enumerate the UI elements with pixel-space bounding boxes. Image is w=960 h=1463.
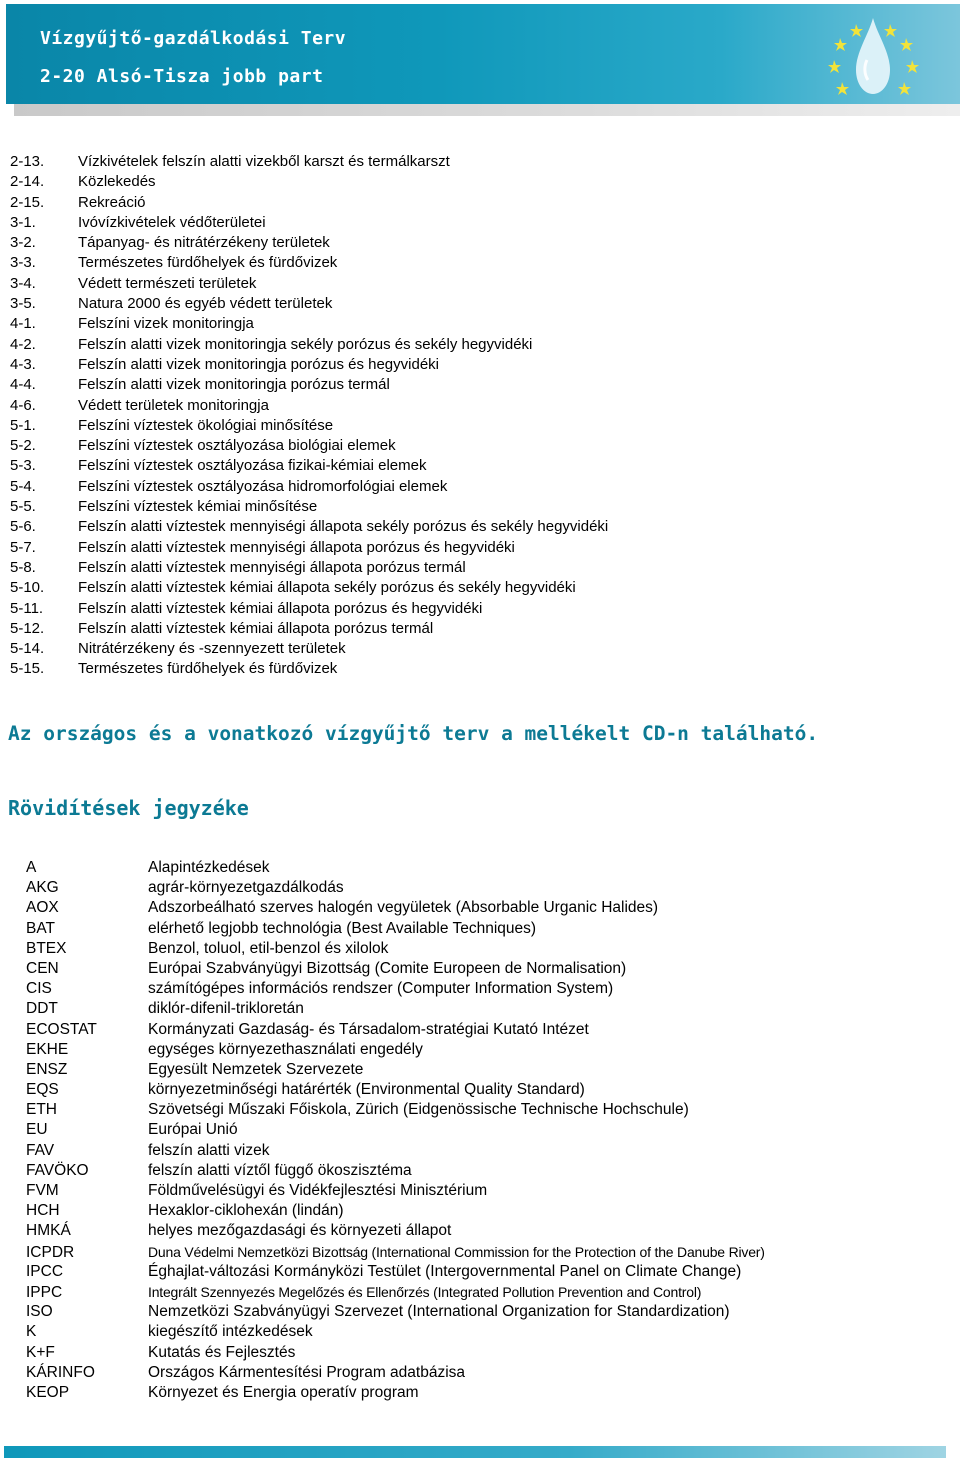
map-title: Természetes fürdőhelyek és fürdővizek <box>78 660 338 678</box>
abbreviation-definition: környezetminőségi határérték (Environmental Quality Standard) <box>148 1081 585 1099</box>
abbreviation-term: K+F <box>26 1343 55 1361</box>
map-list-item <box>10 538 608 558</box>
abbreviation-definition: Integrált Szennyezés Megelőzés és Ellenőrzés (Integrated Pollution Prevention and Control) <box>148 1283 702 1300</box>
map-code: 3-2. <box>10 234 36 252</box>
map-code: 5-12. <box>10 619 45 637</box>
abbreviation-definition: Európai Szabványügyi Bizottság (Comite Europeen de Normalisation) <box>148 959 627 977</box>
abbreviation-definition: számítógépes információs rendszer (Computer Information System) <box>148 980 614 998</box>
map-title: Natura 2000 és egyéb védett területek <box>78 295 333 313</box>
abbreviation-definition: Európai Unió <box>148 1121 238 1139</box>
abbreviation-row <box>26 1181 765 1201</box>
abbreviation-definition: Szövetségi Műszaki Főiskola, Zürich (Eidgenössische Technische Hochschule) <box>148 1101 689 1119</box>
map-code: 5-14. <box>10 640 45 658</box>
map-title: Nitrátérzékeny és -szennyezett területek <box>78 640 346 658</box>
map-title: Védett területek monitoringja <box>78 396 269 414</box>
map-code: 3-1. <box>10 213 36 231</box>
map-list-item <box>10 396 608 416</box>
map-list-item <box>10 335 608 355</box>
map-list-item <box>10 599 608 619</box>
abbreviation-term: KEOP <box>26 1383 70 1401</box>
map-list-item <box>10 578 608 598</box>
map-code: 5-1. <box>10 416 36 434</box>
abbreviation-term: BAT <box>26 919 55 937</box>
map-list-item <box>10 355 608 375</box>
abbreviation-definition: Benzol, toluol, etil-benzol és xilolok <box>148 939 389 957</box>
abbreviation-row <box>26 1322 765 1342</box>
map-code: 3-4. <box>10 274 36 292</box>
abbreviation-term: IPPC <box>26 1283 63 1301</box>
abbreviation-row <box>26 1060 765 1080</box>
abbreviation-row <box>26 1141 765 1161</box>
map-list-item <box>10 294 608 314</box>
abbreviation-term: A <box>26 859 37 876</box>
abbreviation-term: CIS <box>26 980 52 998</box>
abbreviation-definition: Kormányzati Gazdaság- és Társadalom-stratégiai Kutató Intézet <box>148 1020 589 1038</box>
map-code: 5-3. <box>10 457 36 475</box>
abbreviation-term: FVM <box>26 1182 59 1199</box>
abbreviation-term: EKHE <box>26 1040 69 1058</box>
abbreviation-term: ISO <box>26 1303 53 1321</box>
map-title: Felszín alatti vizek monitoringja porózus termál <box>78 376 390 394</box>
abbreviation-term: K <box>26 1323 37 1341</box>
map-list-item <box>10 659 608 679</box>
abbreviation-definition: Környezet és Energia operatív program <box>148 1383 419 1401</box>
abbreviation-row <box>26 898 765 918</box>
map-code: 5-2. <box>10 437 36 455</box>
abbreviations-heading: Rövidítések jegyzéke <box>8 796 249 820</box>
map-list-item <box>10 193 608 213</box>
map-title: Tápanyag- és nitrátérzékeny területek <box>78 234 330 252</box>
map-list-item <box>10 639 608 659</box>
map-title: Felszíni víztestek osztályozása hidromorfológiai elemek <box>78 477 448 495</box>
abbreviation-row <box>26 1363 765 1383</box>
abbreviation-definition: helyes mezőgazdasági és környezeti állapot <box>148 1222 452 1240</box>
footer-bar <box>4 1446 946 1458</box>
map-code: 4-4. <box>10 376 36 394</box>
map-code: 2-14. <box>10 173 45 191</box>
map-title: Természetes fürdőhelyek és fürdővizek <box>78 254 338 272</box>
map-list-item <box>10 274 608 294</box>
map-title: Felszín alatti víztestek kémiai állapota porózus termál <box>78 619 434 637</box>
abbreviation-term: KÁRINFO <box>26 1363 95 1381</box>
abbreviation-term: DDT <box>26 1000 58 1018</box>
map-list-item <box>10 436 608 456</box>
map-list-item <box>10 213 608 233</box>
map-code: 5-5. <box>10 498 36 516</box>
abbreviation-definition: kiegészítő intézkedések <box>148 1323 313 1341</box>
map-list-item <box>10 558 608 578</box>
map-title: Felszín alatti víztestek mennyiségi állapota sekély porózus és sekély hegyvidéki <box>78 518 609 536</box>
abbreviation-term: ENSZ <box>26 1060 68 1078</box>
map-code: 5-15. <box>10 660 45 678</box>
map-list-item <box>10 456 608 476</box>
map-code: 5-8. <box>10 558 36 576</box>
abbreviation-term: ETH <box>26 1101 57 1119</box>
abbreviation-term: HCH <box>26 1202 60 1220</box>
map-code: 5-10. <box>10 579 45 597</box>
map-title: Felszín alatti víztestek kémiai állapota sekély porózus és sekély hegyvidéki <box>78 579 576 597</box>
abbreviation-definition: egységes környezethasználati engedély <box>148 1040 423 1058</box>
abbreviation-row <box>26 1120 765 1140</box>
map-title: Felszíni víztestek ökológiai minősítése <box>78 416 334 434</box>
abbreviation-definition: Alapintézkedések <box>148 859 270 876</box>
abbreviation-row <box>26 939 765 959</box>
map-list-item <box>10 517 608 537</box>
map-list-item <box>10 314 608 334</box>
abbreviation-row <box>26 1262 765 1282</box>
map-title: Közlekedés <box>78 173 156 191</box>
map-title: Felszín alatti vizek monitoringja porózus és hegyvidéki <box>78 355 440 373</box>
water-drop-eu-stars-icon <box>818 8 928 108</box>
map-code: 4-1. <box>10 315 36 333</box>
abbreviation-row <box>26 1161 765 1181</box>
map-title: Rekreáció <box>78 193 146 211</box>
abbreviation-row <box>26 878 765 898</box>
map-code: 5-11. <box>10 599 44 617</box>
abbreviation-row <box>26 1343 765 1363</box>
abbreviation-row <box>26 919 765 939</box>
abbreviation-definition: agrár-környezetgazdálkodás <box>148 879 344 897</box>
map-code: 3-3. <box>10 254 36 272</box>
map-code: 5-4. <box>10 477 36 495</box>
abbreviation-row <box>26 1040 765 1060</box>
map-list <box>10 152 608 680</box>
map-title: Felszíni vizek monitoringja <box>78 315 254 333</box>
abbreviation-definition: diklór-difenil-trikloretán <box>148 1000 304 1018</box>
header-banner <box>6 4 960 104</box>
abbreviation-row <box>26 1221 765 1241</box>
map-list-item <box>10 375 608 395</box>
abbreviation-definition: Földművelésügyi és Vidékfejlesztési Minisztérium <box>148 1182 488 1199</box>
abbreviation-row <box>26 999 765 1019</box>
map-title: Vízkivételek felszín alatti vizekből karszt és termálkarszt <box>78 153 450 170</box>
abbreviation-definition: Egyesült Nemzetek Szervezete <box>148 1060 364 1078</box>
map-list-item <box>10 172 608 192</box>
abbreviation-term: ICPDR <box>26 1243 75 1261</box>
abbreviation-row <box>26 1242 765 1262</box>
header-subtitle: 2-20 Alsó-Tisza jobb part <box>40 66 324 87</box>
abbreviation-row <box>26 1302 765 1322</box>
map-title: Felszín alatti víztestek kémiai állapota porózus és hegyvidéki <box>78 599 483 617</box>
map-title: Felszín alatti vizek monitoringja sekély porózus és sekély hegyvidéki <box>78 335 533 353</box>
map-code: 4-3. <box>10 355 36 373</box>
abbreviation-term: CEN <box>26 959 59 977</box>
abbreviation-row <box>26 959 765 979</box>
map-list-item <box>10 416 608 436</box>
abbreviation-term: AKG <box>26 879 59 897</box>
map-title: Felszíni víztestek osztályozása biológiai elemek <box>78 437 396 455</box>
map-list-item <box>10 152 608 172</box>
abbreviation-term: FAVÖKO <box>26 1161 89 1179</box>
map-code: 5-7. <box>10 538 36 556</box>
abbreviation-row <box>26 1100 765 1120</box>
abbreviation-definition: felszín alatti vizek <box>148 1141 270 1159</box>
cd-note: Az országos és a vonatkozó vízgyűjtő terv a mellékelt CD-n található. <box>8 722 819 745</box>
header-shadow <box>14 104 960 116</box>
abbreviation-term: BTEX <box>26 939 67 957</box>
abbreviation-term: FAV <box>26 1141 55 1159</box>
abbreviation-term: EU <box>26 1121 48 1139</box>
map-code: 2-13. <box>10 153 45 170</box>
abbreviation-row <box>26 858 765 878</box>
abbreviation-term: IPCC <box>26 1262 64 1280</box>
map-list-item <box>10 497 608 517</box>
map-title: Védett természeti területek <box>78 274 257 292</box>
map-list-item <box>10 619 608 639</box>
abbreviation-definition: Országos Kármentesítési Program adatbázisa <box>148 1363 466 1381</box>
abbreviation-row <box>26 1201 765 1221</box>
abbreviation-definition: Hexaklor-ciklohexán (lindán) <box>148 1202 344 1220</box>
abbreviation-definition: Duna Védelmi Nemzetközi Bizottság (International Commission for the Protection of the Danube River) <box>148 1243 765 1260</box>
abbreviation-term: ECOSTAT <box>26 1020 97 1038</box>
abbreviation-row <box>26 1282 765 1302</box>
map-code: 4-6. <box>10 396 36 414</box>
abbreviation-row <box>26 979 765 999</box>
map-list-item <box>10 253 608 273</box>
map-title: Felszíni víztestek kémiai minősítése <box>78 498 318 516</box>
header-title: Vízgyűjtő-gazdálkodási Terv <box>40 28 347 49</box>
abbreviation-row <box>26 1383 765 1403</box>
map-code: 5-6. <box>10 518 36 536</box>
abbreviation-term: AOX <box>26 899 59 917</box>
map-title: Felszíni víztestek osztályozása fizikai-kémiai elemek <box>78 457 427 475</box>
map-list-item <box>10 233 608 253</box>
abbreviation-term: HMKÁ <box>26 1222 71 1240</box>
map-title: Ivóvízkivételek védőterületei <box>78 213 266 231</box>
abbreviation-definition: elérhető legjobb technológia (Best Available Techniques) <box>148 919 537 937</box>
abbreviation-list <box>26 858 765 1403</box>
map-title: Felszín alatti víztestek mennyiségi állapota porózus és hegyvidéki <box>78 538 515 556</box>
abbreviation-definition: Kutatás és Fejlesztés <box>148 1343 296 1361</box>
map-code: 2-15. <box>10 193 45 211</box>
map-title: Felszín alatti víztestek mennyiségi állapota porózus termál <box>78 558 466 576</box>
map-code: 4-2. <box>10 335 36 353</box>
abbreviation-row <box>26 1020 765 1040</box>
abbreviation-row <box>26 1080 765 1100</box>
abbreviation-definition: Éghajlat-változási Kormányközi Testület (Intergovernmental Panel on Climate Change) <box>148 1262 742 1280</box>
map-list-item <box>10 477 608 497</box>
map-code: 3-5. <box>10 295 36 313</box>
abbreviation-definition: Adszorbeálható szerves halogén vegyületek (Absorbable Urganic Halides) <box>148 899 659 917</box>
abbreviation-definition: Nemzetközi Szabványügyi Szervezet (International Organization for Standardization) <box>148 1303 730 1321</box>
abbreviation-term: EQS <box>26 1081 59 1099</box>
abbreviation-definition: felszín alatti víztől függő ökoszisztéma <box>148 1161 412 1179</box>
